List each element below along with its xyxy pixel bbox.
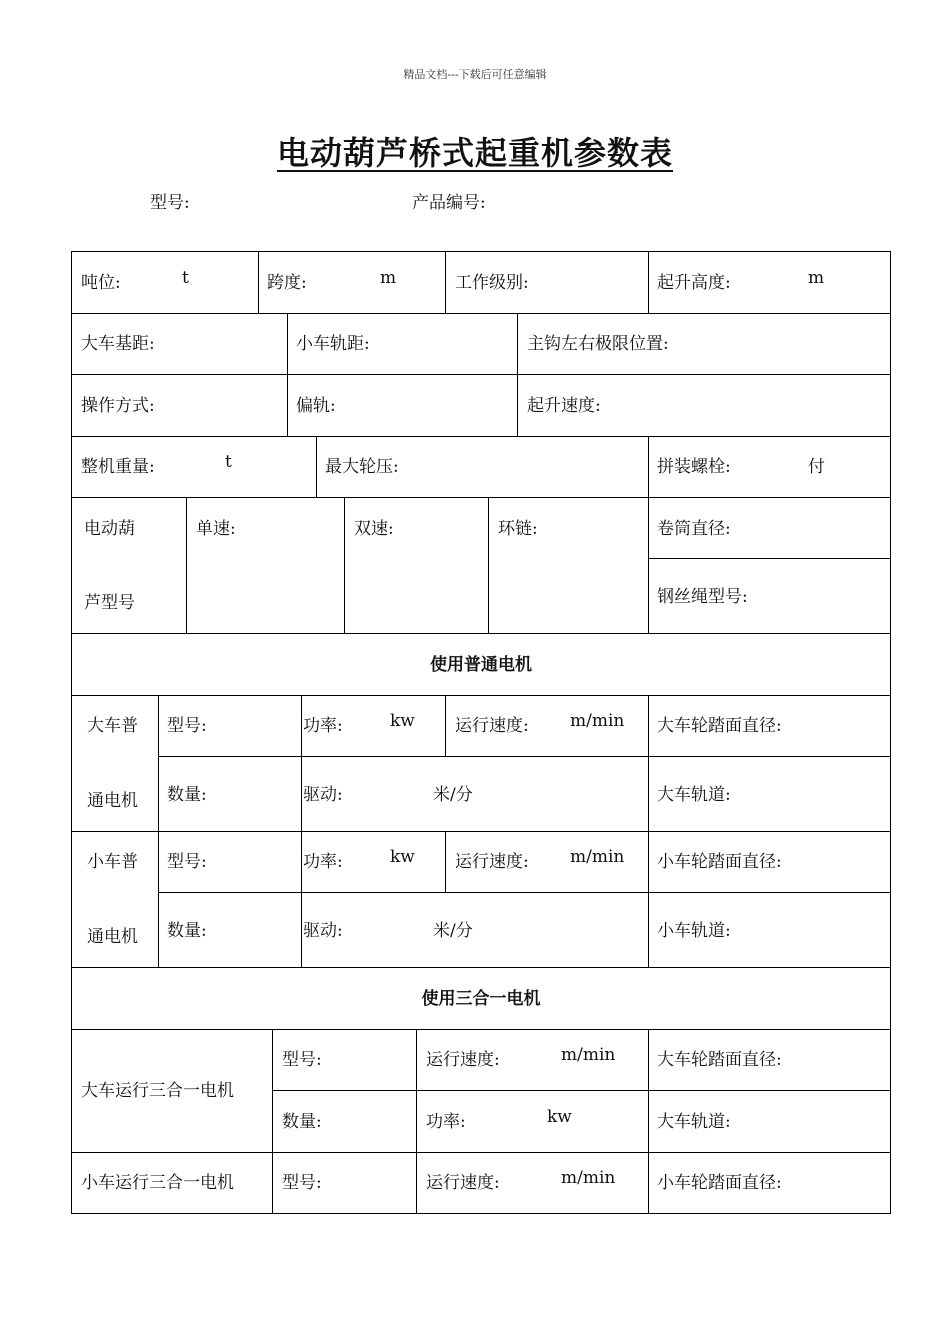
crane-3in1-qty-label: 数量: xyxy=(282,1112,322,1132)
trolley-motor-drive-unit: 米/分 xyxy=(433,921,473,941)
normal-motor-header: 使用普通电机 xyxy=(430,655,532,675)
crane-motor-speed-label: 运行速度: xyxy=(455,716,529,736)
crane-base-label: 大车基距: xyxy=(81,334,155,354)
trolley-motor-label-line1: 小车普 xyxy=(87,852,138,872)
trolley-gauge-label: 小车轨距: xyxy=(296,334,370,354)
crane-3in1-power-label: 功率: xyxy=(426,1112,466,1132)
total-weight-unit: t xyxy=(225,452,232,472)
crane-3in1-speed-unit: m/min xyxy=(561,1045,616,1065)
tonnage-label: 吨位: xyxy=(81,273,121,293)
model-label: 型号: xyxy=(150,193,190,213)
trolley-rail-label: 小车轨道: xyxy=(657,921,731,941)
crane-motor-drive-unit: 米/分 xyxy=(433,785,473,805)
hook-limit-label: 主钩左右极限位置: xyxy=(527,334,669,354)
crane-3in1-power-unit: kw xyxy=(547,1107,572,1127)
crane-motor-qty-label: 数量: xyxy=(167,785,207,805)
document-title: 电动葫芦桥式起重机参数表 xyxy=(276,134,673,172)
total-weight-label: 整机重量: xyxy=(81,457,155,477)
crane-motor-speed-unit: m/min xyxy=(570,711,625,731)
hoist-label-line1: 电动葫 xyxy=(84,519,135,539)
trolley-motor-power-label: 功率: xyxy=(303,852,343,872)
trolley-motor-speed-label: 运行速度: xyxy=(455,852,529,872)
hoist-label-line2: 芦型号 xyxy=(84,593,135,613)
span-unit: m xyxy=(380,268,397,288)
lift-height-label: 起升高度: xyxy=(657,273,731,293)
lift-speed-label: 起升速度: xyxy=(527,396,601,416)
trolley-tread-label: 小车轮踏面直径: xyxy=(657,852,782,872)
chain-label: 环链: xyxy=(498,519,538,539)
crane-motor-power-label: 功率: xyxy=(303,716,343,736)
trolley-motor-power-unit: kw xyxy=(390,847,415,867)
trolley-3in1-tread-label: 小车轮踏面直径: xyxy=(657,1173,782,1193)
max-wheel-load-label: 最大轮压: xyxy=(325,457,399,477)
trolley-motor-speed-unit: m/min xyxy=(570,847,625,867)
crane-motor-label-line2: 通电机 xyxy=(87,791,138,811)
bolts-unit: 付 xyxy=(808,457,825,477)
bolts-label: 拼装螺栓: xyxy=(657,457,731,477)
crane-tread-label: 大车轮踏面直径: xyxy=(657,716,782,736)
crane-motor-power-unit: kw xyxy=(390,711,415,731)
trolley-3in1-model-label: 型号: xyxy=(282,1173,322,1193)
crane-3in1-model-label: 型号: xyxy=(282,1050,322,1070)
product-no-label: 产品编号: xyxy=(412,193,486,213)
offset-rail-label: 偏轨: xyxy=(296,396,336,416)
three-in-one-header: 使用三合一电机 xyxy=(421,989,541,1009)
trolley-motor-drive-label: 驱动: xyxy=(303,921,343,941)
rope-model-label: 钢丝绳型号: xyxy=(657,587,748,607)
operation-label: 操作方式: xyxy=(81,396,155,416)
trolley-motor-label-line2: 通电机 xyxy=(87,927,138,947)
work-class-label: 工作级别: xyxy=(455,273,529,293)
crane-3in1-rail-label: 大车轨道: xyxy=(657,1112,731,1132)
crane-motor-model-label: 型号: xyxy=(167,716,207,736)
span-label: 跨度: xyxy=(267,273,307,293)
lift-height-unit: m xyxy=(808,268,825,288)
crane-rail-label: 大车轨道: xyxy=(657,785,731,805)
crane-3in1-label: 大车运行三合一电机 xyxy=(81,1081,234,1101)
trolley-3in1-speed-label: 运行速度: xyxy=(426,1173,500,1193)
watermark-text: 精品文档---下载后可任意编辑 xyxy=(403,68,547,81)
trolley-motor-qty-label: 数量: xyxy=(167,921,207,941)
trolley-3in1-speed-unit: m/min xyxy=(561,1168,616,1188)
tonnage-unit: t xyxy=(182,268,189,288)
crane-3in1-speed-label: 运行速度: xyxy=(426,1050,500,1070)
trolley-3in1-label: 小车运行三合一电机 xyxy=(81,1173,234,1193)
crane-motor-label-line1: 大车普 xyxy=(87,716,138,736)
crane-motor-drive-label: 驱动: xyxy=(303,785,343,805)
trolley-motor-model-label: 型号: xyxy=(167,852,207,872)
single-speed-label: 单速: xyxy=(196,519,236,539)
double-speed-label: 双速: xyxy=(354,519,394,539)
drum-dia-label: 卷筒直径: xyxy=(657,519,731,539)
crane-3in1-tread-label: 大车轮踏面直径: xyxy=(657,1050,782,1070)
